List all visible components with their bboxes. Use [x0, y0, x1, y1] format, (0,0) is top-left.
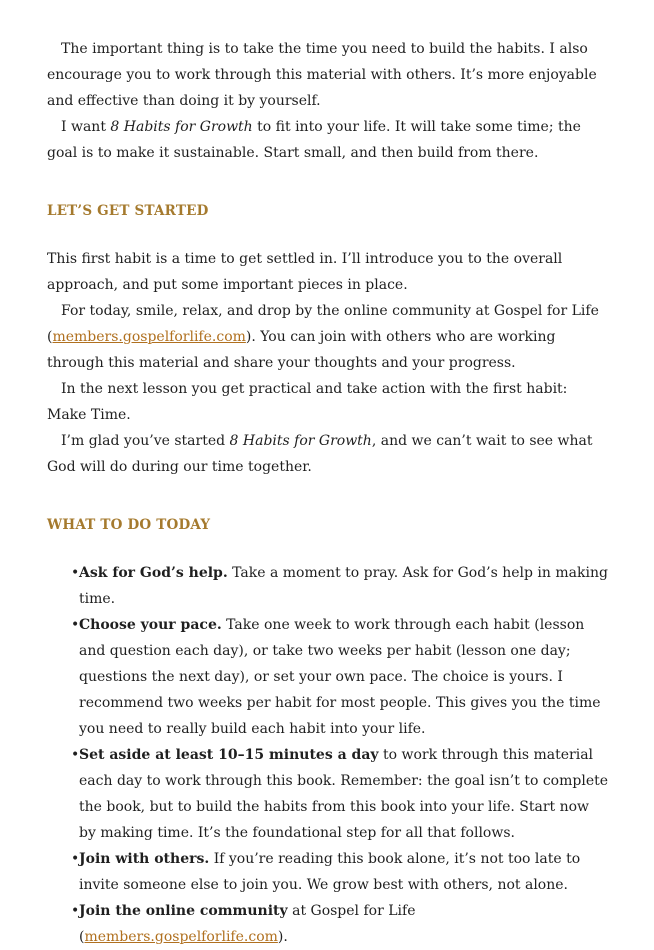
list-item — [64, 612, 609, 742]
section1-paragraph-2 — [47, 298, 609, 376]
list-item-lead: Choose your pace. — [79, 617, 222, 633]
list-item — [64, 742, 609, 846]
list-item-lead: Join the online community — [79, 903, 288, 919]
list-item-text: Take one week to work through each habit (lesson and question each day), or take two weeks per habit (lesson one day; questions the next day), or set your own pace. The choice is yours. I recommend two weeks per habit for most people. This gives you the time you need to really build each habit into your life. — [79, 617, 601, 737]
gospel-for-life-link[interactable]: members.gospelforlife.com — [84, 929, 278, 945]
section1-paragraph-3: In the next lesson you get practical and take action with the first habit: Make Time. — [47, 381, 568, 423]
intro-p2-before: I want — [61, 119, 111, 135]
list-item-lead: Ask for God’s help. — [79, 565, 228, 581]
document-page — [47, 36, 609, 950]
bullet-icon: • — [71, 565, 80, 581]
list-item-lead: Join with others. — [79, 851, 210, 867]
list-item-text-after: ). — [277, 929, 288, 945]
list-item — [64, 898, 609, 950]
bullet-icon: • — [71, 617, 80, 633]
bullet-icon: • — [71, 851, 80, 867]
intro-p2-after: to fit into your life. It will take some time; the goal is to make it sustainable. Start small, and then build from there. — [47, 119, 581, 161]
bullet-icon: • — [71, 747, 80, 763]
bullet-icon: • — [71, 903, 80, 919]
todo-list — [47, 560, 609, 950]
book-title: 8 Habits for Growth — [229, 433, 372, 449]
list-item-text: to work through this material each day to work through this book. Remember: the goal isn’t to complete the book, but to build the habits from this book into your life. Start now by making time. It’s the foundational step for all that follows. — [79, 747, 609, 841]
list-item — [64, 846, 609, 898]
intro-paragraph-2 — [47, 114, 609, 166]
list-item-text: at Gospel for Life ( — [79, 903, 416, 945]
section1-p4-after: , and we can’t wait to see what God will do during our time together. — [47, 433, 593, 475]
section1-p4-before: I’m glad you’ve started — [61, 433, 230, 449]
section-heading-what-to-do-today: WHAT TO DO TODAY — [47, 517, 211, 533]
section1-p2-before: For today, smile, relax, and drop by the online community at Gospel for Life ( — [47, 303, 599, 345]
gospel-for-life-link[interactable]: members.gospelforlife.com — [52, 329, 246, 345]
intro-paragraph-1: The important thing is to take the time you need to build the habits. I also encourage you to work through this material with others. It’s more enjoyable and effective than doing it by yourself. — [47, 41, 597, 109]
section1-p2-after: ). You can join with others who are working through this material and share your thoughts and your progress. — [47, 329, 556, 371]
list-item — [64, 560, 609, 612]
book-title: 8 Habits for Growth — [110, 119, 253, 135]
list-item-text: Take a moment to pray. Ask for God’s help in making time. — [79, 565, 608, 607]
section-heading-lets-get-started: LET’S GET STARTED — [47, 203, 209, 219]
section1-paragraph-1: This first habit is a time to get settled in. I’ll introduce you to the overall approach, and put some important pieces in place. — [47, 251, 563, 293]
section1-paragraph-4 — [47, 428, 609, 480]
list-item-text: If you’re reading this book alone, it’s not too late to invite someone else to join you. We grow best with others, not alone. — [79, 851, 581, 893]
list-item-lead: Set aside at least 10–15 minutes a day — [79, 747, 379, 763]
